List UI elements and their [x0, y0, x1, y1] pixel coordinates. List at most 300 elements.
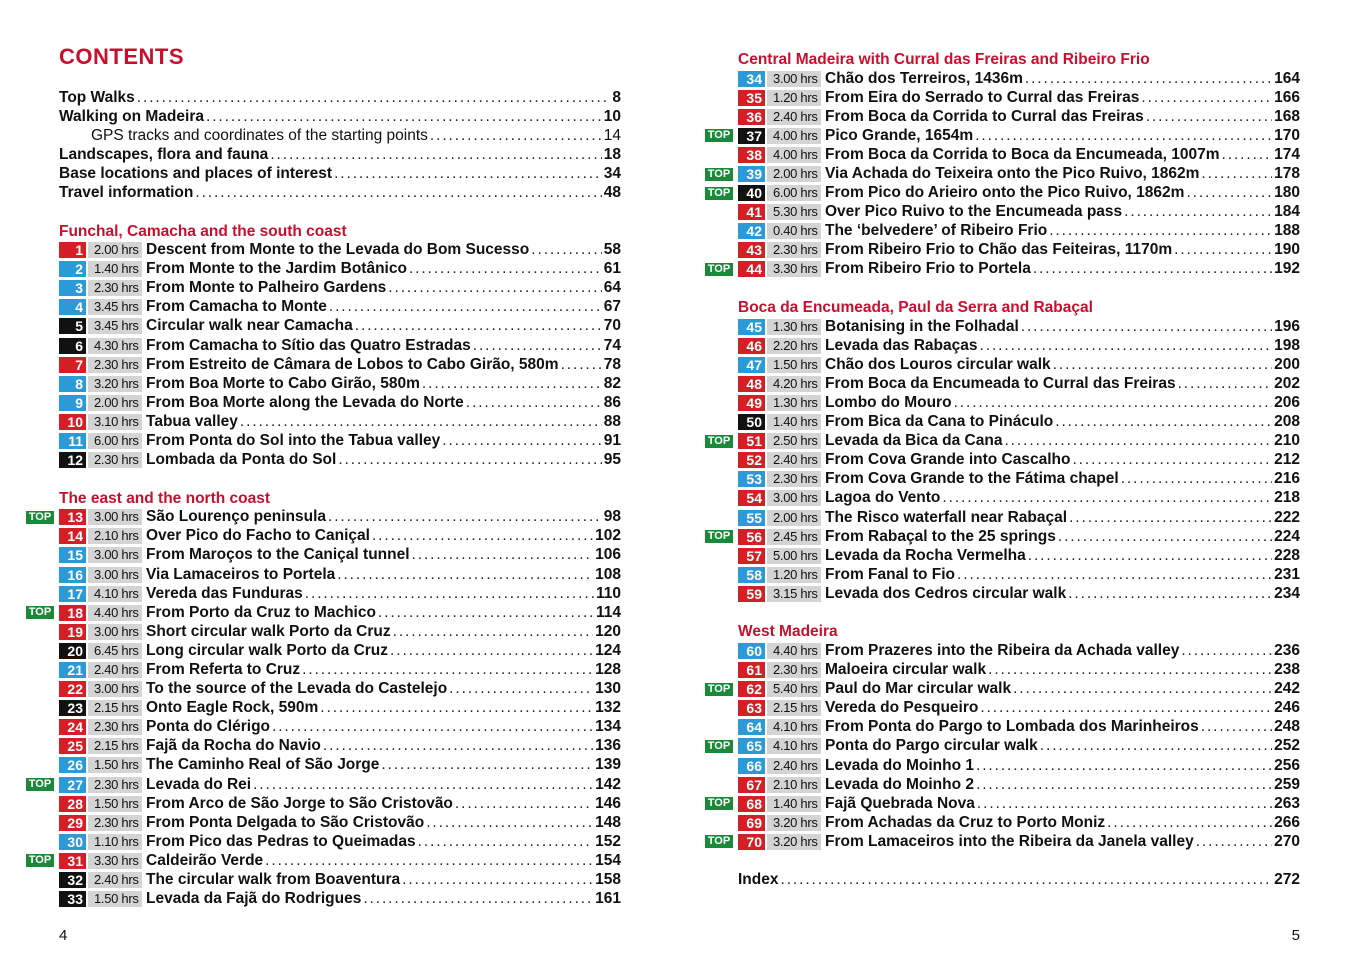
walk-page-number: 82 [603, 374, 621, 392]
walk-title: From Lamaceiros into the Ribeira da Janela valley [825, 832, 1194, 850]
walk-duration: 3.20 hrs [767, 834, 821, 850]
dot-leader [1201, 718, 1272, 736]
top-walk-badge: TOP [26, 511, 54, 524]
walk-title: From Rabaçal to the 25 springs [825, 527, 1056, 545]
walk-duration: 1.40 hrs [767, 414, 821, 430]
top-walk-badge: TOP [705, 530, 733, 543]
top-walk-badge: TOP [705, 435, 733, 448]
walk-duration: 2.00 hrs [767, 510, 821, 526]
walk-entry[interactable] [738, 88, 1300, 107]
walk-entry[interactable] [738, 107, 1300, 126]
walk-title: Vereda das Funduras [146, 584, 303, 602]
dot-leader [270, 146, 601, 164]
walk-title: Ponta do Clérigo [146, 718, 270, 736]
dot-leader [320, 699, 593, 717]
walk-duration: 2.10 hrs [767, 777, 821, 793]
walk-number-badge: 9 [59, 395, 86, 411]
dot-leader [975, 127, 1272, 145]
dot-leader [1072, 451, 1272, 469]
walk-page-number: 238 [1274, 661, 1300, 679]
walk-entry[interactable] [59, 279, 621, 298]
walk-page-number: 178 [1274, 165, 1300, 183]
walk-entry[interactable] [738, 374, 1300, 393]
dot-leader [455, 795, 593, 813]
walk-page-number: 91 [603, 432, 621, 450]
dot-leader [1040, 737, 1272, 755]
dot-leader [1068, 585, 1272, 603]
walk-page-number: 236 [1274, 641, 1300, 659]
walk-entry[interactable] [707, 527, 1300, 546]
dot-leader [334, 165, 602, 183]
walk-entry[interactable] [59, 451, 621, 470]
intro-title: Landscapes, flora and fauna [59, 145, 269, 163]
walk-title: Paul do Mar circular walk [825, 680, 1012, 698]
walk-entry[interactable] [738, 508, 1300, 527]
walk-entry[interactable] [707, 832, 1300, 851]
dot-leader [393, 623, 594, 641]
index-entry[interactable] [738, 870, 1300, 889]
walk-entry[interactable] [738, 203, 1300, 222]
walk-entry[interactable] [738, 546, 1300, 565]
dot-leader [137, 89, 611, 107]
intro-entry[interactable] [59, 126, 621, 145]
section-spacer [738, 603, 1300, 622]
walk-duration: 2.40 hrs [767, 758, 821, 774]
walk-duration: 4.20 hrs [767, 376, 821, 392]
right-contents-column [707, 50, 1300, 890]
walk-number-badge: 54 [738, 490, 765, 506]
dot-leader [1196, 833, 1272, 851]
walk-entry[interactable] [707, 794, 1300, 813]
walk-number-badge: 55 [738, 510, 765, 526]
walk-duration: 2.30 hrs [88, 815, 142, 831]
dot-leader [329, 298, 602, 316]
walk-entry[interactable] [28, 508, 621, 527]
walk-title: Lombada da Ponta do Sol [146, 451, 337, 469]
walk-duration: 1.20 hrs [767, 90, 821, 106]
walk-page-number: 86 [603, 393, 621, 411]
walk-page-number: 198 [1274, 336, 1300, 354]
walk-entry[interactable] [59, 546, 621, 565]
walk-title: Vereda do Pesqueiro [825, 699, 979, 717]
walk-page-number: 132 [595, 699, 621, 717]
section-heading: The east and the north coast [59, 489, 271, 507]
walk-entry[interactable] [59, 298, 621, 317]
dot-leader [531, 241, 601, 259]
walk-duration: 2.30 hrs [88, 452, 142, 468]
walk-entry[interactable] [738, 756, 1300, 775]
walk-page-number: 139 [595, 756, 621, 774]
dot-leader [412, 546, 594, 564]
walk-entry[interactable] [59, 641, 621, 660]
walk-duration: 2.30 hrs [767, 471, 821, 487]
walk-page-number: 174 [1274, 145, 1300, 163]
walk-entry[interactable] [59, 737, 621, 756]
walk-duration: 1.50 hrs [88, 891, 142, 907]
walk-entry[interactable] [707, 184, 1300, 203]
walk-duration: 2.45 hrs [767, 529, 821, 545]
walk-page-number: 148 [595, 813, 621, 831]
walk-title: From Achadas da Cruz to Porto Moniz [825, 813, 1106, 831]
walk-page-number: 206 [1274, 393, 1300, 411]
dot-leader [390, 642, 593, 660]
walk-page-number: 218 [1274, 489, 1300, 507]
walk-entry[interactable] [738, 641, 1300, 660]
walk-duration: 3.15 hrs [767, 586, 821, 602]
walk-page-number: 88 [603, 412, 621, 430]
walk-title: Ponta do Pargo circular walk [825, 737, 1038, 755]
walk-entry[interactable] [707, 260, 1300, 279]
walk-entry[interactable] [59, 241, 621, 260]
walk-duration: 3.20 hrs [88, 376, 142, 392]
walk-entry[interactable] [738, 336, 1300, 355]
top-walk-badge: TOP [26, 778, 54, 791]
walk-entry[interactable] [738, 393, 1300, 412]
walk-duration: 1.50 hrs [88, 796, 142, 812]
right-page [680, 0, 1359, 969]
walk-number-badge: 22 [59, 681, 86, 697]
walk-page-number: 242 [1274, 680, 1300, 698]
walk-entry[interactable] [738, 69, 1300, 88]
walk-title: From Cova Grande to the Fátima chapel [825, 470, 1119, 488]
walk-number-badge: 31 [59, 853, 86, 869]
walk-title: Fajã Quebrada Nova [825, 794, 975, 812]
walk-duration: 2.40 hrs [88, 872, 142, 888]
walk-page-number: 252 [1274, 737, 1300, 755]
walk-entry[interactable] [707, 432, 1300, 451]
walk-entry[interactable] [707, 164, 1300, 183]
walk-entry[interactable] [738, 470, 1300, 489]
walk-number-badge: 7 [59, 357, 86, 373]
walk-page-number: 222 [1274, 508, 1300, 526]
walk-entry[interactable] [59, 584, 621, 603]
walk-number-badge: 34 [738, 71, 765, 87]
walk-page-number: 184 [1274, 203, 1300, 221]
walk-number-badge: 61 [738, 662, 765, 678]
walk-page-number: 224 [1274, 527, 1300, 545]
walk-duration: 2.15 hrs [767, 700, 821, 716]
walk-title: Lagoa do Vento [825, 489, 941, 507]
walk-title: To the source of the Levada do Castelejo [146, 680, 448, 698]
section-heading: Boca da Encumeada, Paul da Serra and Rabaçal [738, 299, 1093, 317]
walk-page-number: 256 [1274, 756, 1300, 774]
walk-number-badge: 38 [738, 147, 765, 163]
dot-leader [977, 795, 1272, 813]
walk-number-badge: 56 [738, 529, 765, 545]
walk-title: Maloeira circular walk [825, 661, 987, 679]
walk-title: The ‘belvedere’ of Ribeiro Frio [825, 222, 1048, 240]
walk-title: Via Achada do Teixeira onto the Pico Ruivo, 1862m [825, 165, 1200, 183]
dot-leader [355, 317, 602, 335]
walk-entry[interactable] [738, 222, 1300, 241]
intro-entry[interactable] [59, 107, 621, 126]
walk-duration: 6.00 hrs [88, 433, 142, 449]
walk-title: From Maroços to the Caniçal tunnel [146, 546, 410, 564]
walk-entry[interactable] [28, 603, 621, 622]
dot-leader [372, 527, 593, 545]
walk-duration: 4.00 hrs [767, 147, 821, 163]
walk-title: Descent from Monte to the Levada do Bom Sucesso [146, 241, 530, 259]
walk-entry[interactable] [59, 660, 621, 679]
walk-title: From Boca da Corrida to Curral das Freiras [825, 107, 1144, 125]
dot-leader [1146, 108, 1272, 126]
walk-title: Levada da Bica da Cana [825, 432, 1003, 450]
walk-entry[interactable] [59, 412, 621, 431]
walk-title: From Porto da Cruz to Machico [146, 603, 376, 621]
walk-number-badge: 41 [738, 204, 765, 220]
walk-title: From Monte to the Jardim Botânico [146, 260, 407, 278]
walk-number-badge: 35 [738, 90, 765, 106]
walk-title: Levada das Rabaças [825, 336, 978, 354]
walk-title: From Ponta do Pargo to Lombada dos Marinheiros [825, 718, 1199, 736]
walk-title: From Eira do Serrado to Curral das Freiras [825, 88, 1140, 106]
walk-entry[interactable] [59, 832, 621, 851]
walk-number-badge: 5 [59, 318, 86, 334]
walk-title: Levada da Rocha Vermelha [825, 546, 1026, 564]
dot-leader [980, 337, 1273, 355]
top-walk-badge: TOP [26, 606, 54, 619]
walk-entry[interactable] [738, 355, 1300, 374]
walk-entry[interactable] [738, 451, 1300, 470]
walk-duration: 1.30 hrs [767, 395, 821, 411]
walk-entry[interactable] [59, 432, 621, 451]
walk-entry[interactable] [738, 489, 1300, 508]
walk-page-number: 114 [595, 603, 621, 621]
walk-duration: 1.50 hrs [88, 757, 142, 773]
walk-duration: 4.40 hrs [88, 605, 142, 621]
walk-entry[interactable] [738, 584, 1300, 603]
walk-title: Pico Grande, 1654m [825, 126, 974, 144]
walk-page-number: 234 [1274, 584, 1300, 602]
walk-page-number: 202 [1274, 374, 1300, 392]
walk-number-badge: 33 [59, 891, 86, 907]
top-walk-badge: TOP [705, 835, 733, 848]
walk-number-badge: 1 [59, 242, 86, 258]
dot-leader [1201, 165, 1272, 183]
walk-title: The Risco waterfall near Rabaçal [825, 508, 1068, 526]
walk-page-number: 270 [1274, 832, 1300, 850]
dot-leader [442, 432, 602, 450]
walk-number-badge: 6 [59, 338, 86, 354]
walk-page-number: 266 [1274, 813, 1300, 831]
walk-title: From Monte to Palheiro Gardens [146, 279, 387, 297]
page-number-left: 4 [59, 927, 68, 944]
dot-leader [1178, 375, 1273, 393]
walk-entry[interactable] [738, 775, 1300, 794]
walk-number-badge: 3 [59, 280, 86, 296]
walk-duration: 3.45 hrs [88, 299, 142, 315]
walk-entry[interactable] [707, 680, 1300, 699]
walk-title: Onto Eagle Rock, 590m [146, 699, 319, 717]
dot-leader [422, 375, 602, 393]
dot-leader [253, 776, 593, 794]
section-spacer [738, 851, 1300, 870]
walk-entry[interactable] [59, 718, 621, 737]
walk-number-badge: 53 [738, 471, 765, 487]
walk-title: From Pico das Pedras to Queimadas [146, 832, 416, 850]
walk-number-badge: 63 [738, 700, 765, 716]
walk-entry[interactable] [738, 699, 1300, 718]
walk-page-number: 263 [1274, 794, 1300, 812]
top-walk-badge: TOP [705, 168, 733, 181]
walk-entry[interactable] [738, 413, 1300, 432]
walk-entry[interactable] [59, 680, 621, 699]
walk-page-number: 228 [1274, 546, 1300, 564]
dot-leader [430, 127, 602, 145]
walk-entry[interactable] [738, 241, 1300, 260]
walk-page-number: 146 [595, 794, 621, 812]
walk-duration: 3.00 hrs [88, 547, 142, 563]
walk-page-number: 64 [603, 279, 621, 297]
walk-duration: 3.30 hrs [767, 261, 821, 277]
walk-number-badge: 68 [738, 796, 765, 812]
walk-duration: 3.00 hrs [88, 681, 142, 697]
walk-title: From Cova Grande into Cascalho [825, 451, 1071, 469]
walk-title: From Ribeiro Frio to Portela [825, 260, 1031, 278]
walk-entry[interactable] [707, 737, 1300, 756]
walk-entry[interactable] [59, 374, 621, 393]
dot-leader [1055, 413, 1272, 431]
walk-duration: 3.30 hrs [88, 853, 142, 869]
intro-entry[interactable] [59, 183, 621, 202]
walk-entry[interactable] [59, 565, 621, 584]
dot-leader [381, 756, 593, 774]
walk-page-number: 58 [603, 241, 621, 259]
dot-leader [449, 680, 593, 698]
walk-duration: 1.50 hrs [767, 357, 821, 373]
top-walk-badge: TOP [705, 683, 733, 696]
walk-title: Chão dos Louros circular walk [825, 355, 1051, 373]
walk-entry[interactable] [707, 126, 1300, 145]
walk-page-number: 134 [595, 718, 621, 736]
walk-number-badge: 37 [738, 128, 765, 144]
walk-page-number: 152 [595, 832, 621, 850]
walk-entry[interactable] [738, 145, 1300, 164]
walk-entry[interactable] [59, 699, 621, 718]
walk-duration: 2.30 hrs [88, 357, 142, 373]
dot-leader [1107, 814, 1272, 832]
dot-leader [1004, 432, 1272, 450]
walk-duration: 1.30 hrs [767, 319, 821, 335]
walk-entry[interactable] [59, 813, 621, 832]
walk-page-number: 164 [1274, 69, 1300, 87]
walk-entry[interactable] [59, 622, 621, 641]
walk-entry[interactable] [59, 393, 621, 412]
walk-entry[interactable] [59, 355, 621, 374]
intro-entry[interactable] [59, 88, 621, 107]
walk-page-number: 158 [595, 871, 621, 889]
dot-leader [402, 871, 593, 889]
walk-entry[interactable] [28, 851, 621, 870]
walk-duration: 2.30 hrs [88, 280, 142, 296]
walk-entry[interactable] [59, 260, 621, 279]
walk-entry[interactable] [59, 527, 621, 546]
walk-duration: 4.30 hrs [88, 338, 142, 354]
walk-number-badge: 30 [59, 834, 86, 850]
dot-leader [363, 890, 593, 908]
walk-title: From Ribeiro Frio to Chão das Feiteiras, 1170m [825, 241, 1173, 259]
walk-number-badge: 49 [738, 395, 765, 411]
walk-title: São Lourenço peninsula [146, 508, 326, 526]
walk-duration: 0.40 hrs [767, 223, 821, 239]
walk-duration: 4.10 hrs [767, 738, 821, 754]
walk-title: Levada do Rei [146, 775, 252, 793]
walk-page-number: 74 [603, 336, 621, 354]
dot-leader [976, 757, 1272, 775]
walk-title: Over Pico Ruivo to the Encumeada pass [825, 203, 1123, 221]
walk-entry[interactable] [59, 870, 621, 889]
walk-title: From Boa Morte along the Levada do Norte [146, 393, 464, 411]
walk-entry[interactable] [738, 813, 1300, 832]
walk-number-badge: 26 [59, 757, 86, 773]
intro-entry[interactable] [59, 145, 621, 164]
walk-duration: 3.20 hrs [767, 815, 821, 831]
walk-title: From Pico do Arieiro onto the Pico Ruivo, 1862m [825, 184, 1185, 202]
dot-leader [980, 699, 1272, 717]
walk-number-badge: 27 [59, 777, 86, 793]
page-title: CONTENTS [59, 44, 184, 69]
walk-page-number: 110 [595, 584, 621, 602]
walk-number-badge: 69 [738, 815, 765, 831]
walk-duration: 2.10 hrs [88, 528, 142, 544]
walk-page-number: 200 [1274, 355, 1300, 373]
walk-page-number: 154 [595, 851, 621, 869]
dot-leader [206, 108, 602, 126]
walk-title: From Prazeres into the Ribeira da Achada valley [825, 641, 1180, 659]
walk-page-number: 248 [1274, 718, 1300, 736]
walk-number-badge: 8 [59, 376, 86, 392]
walk-entry[interactable] [738, 317, 1300, 336]
walk-number-badge: 52 [738, 452, 765, 468]
walk-page-number: 188 [1274, 222, 1300, 240]
walk-number-badge: 4 [59, 299, 86, 315]
dot-leader [1013, 680, 1272, 698]
walk-number-badge: 2 [59, 261, 86, 277]
section-spacer [59, 470, 621, 489]
walk-entry[interactable] [59, 756, 621, 775]
intro-entry[interactable] [59, 164, 621, 183]
walk-entry[interactable] [59, 317, 621, 336]
walk-title: From Fanal to Fio [825, 565, 956, 583]
walk-title: Lombo do Mouro [825, 393, 952, 411]
top-walk-badge: TOP [705, 129, 733, 142]
walk-entry[interactable] [28, 775, 621, 794]
top-walk-badge: TOP [26, 854, 54, 867]
walk-duration: 2.00 hrs [767, 166, 821, 182]
walk-duration: 2.30 hrs [767, 662, 821, 678]
walk-page-number: 67 [603, 298, 621, 316]
walk-page-number: 98 [603, 508, 621, 526]
walk-page-number: 216 [1274, 470, 1300, 488]
dot-leader [1186, 184, 1272, 202]
walk-number-badge: 12 [59, 452, 86, 468]
walk-entry[interactable] [738, 565, 1300, 584]
walk-entry[interactable] [59, 794, 621, 813]
walk-duration: 4.40 hrs [767, 643, 821, 659]
walk-entry[interactable] [738, 661, 1300, 680]
walk-duration: 5.40 hrs [767, 681, 821, 697]
dot-leader [328, 508, 602, 526]
walk-entry[interactable] [59, 890, 621, 909]
walk-entry[interactable] [59, 336, 621, 355]
walk-duration: 1.40 hrs [767, 796, 821, 812]
walk-duration: 3.00 hrs [88, 624, 142, 640]
walk-number-badge: 40 [738, 185, 765, 201]
walk-title: From Bica da Cana to Pináculo [825, 413, 1054, 431]
walk-entry[interactable] [738, 718, 1300, 737]
walk-number-badge: 17 [59, 586, 86, 602]
walk-number-badge: 44 [738, 261, 765, 277]
